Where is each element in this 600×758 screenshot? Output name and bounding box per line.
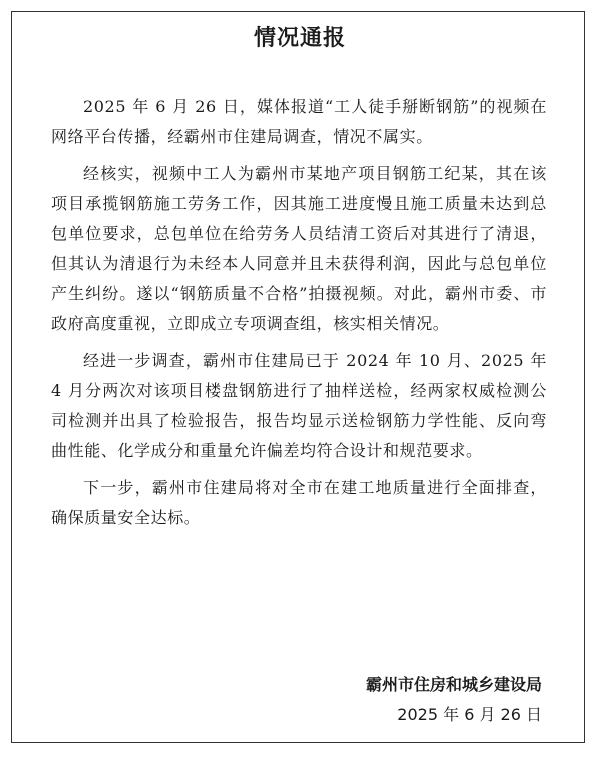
paragraph-2: 经核实，视频中工人为霸州市某地产项目钢筋工纪某，其在该项目承揽钢筋施工劳务工作，因其施工进度慢且施工质量未达到总包单位要求，总包单位在给劳务人员结清工资后对其进行了清退，但其认为清退行为未经本人同意并且未获得利润，因此与总包单位产生纠纷。遂以“钢筋质量不合格”拍摄视频。对此，霸州市委、市政府高度重视，立即成立专项调查组，核实相关情况。 <box>51 164 547 333</box>
notice-body <box>51 92 547 540</box>
paragraph-4: 下一步，霸州市住建局将对全市在建工地质量进行全面排查，确保质量安全达标。 <box>51 478 547 527</box>
issuing-organization: 霸州市住房和城乡建设局 <box>365 675 542 694</box>
signature-block <box>366 670 542 730</box>
issue-date: 2025 年 6 月 26 日 <box>397 705 542 724</box>
paragraph-1: 2025 年 6 月 26 日，媒体报道“工人徒手掰断钢筋”的视频在网络平台传播，经霸州市住建局调查，情况不属实。 <box>51 97 547 146</box>
paragraph-3: 经进一步调查，霸州市住建局已于 2024 年 10 月、2025 年 4 月分两次对该项目楼盘钢筋进行了抽样送检，经两家权威检测公司检测并出具了检验报告，报告均显示送检钢筋力学性能、反向弯曲性能、化学成分和重量允许偏差均符合设计和规范要求。 <box>51 351 547 460</box>
notice-title: 情况通报 <box>253 26 346 51</box>
